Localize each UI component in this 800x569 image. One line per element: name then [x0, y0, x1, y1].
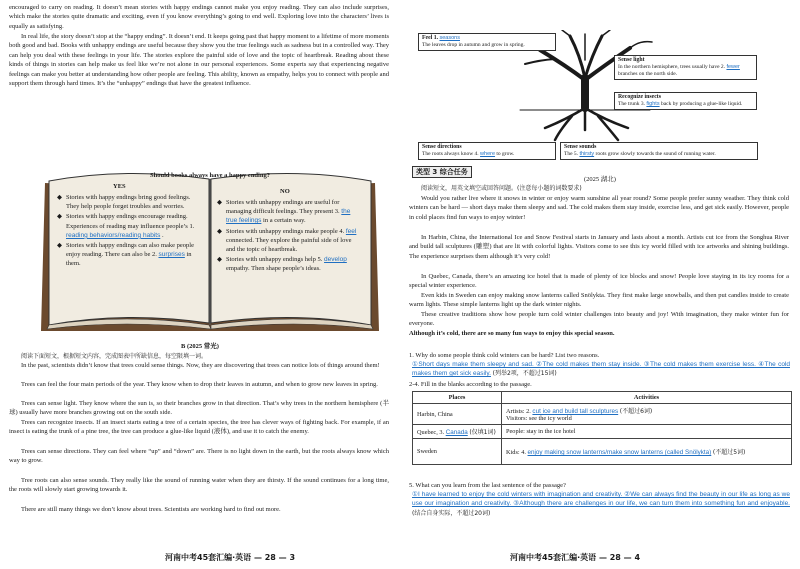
insects-title: Recognize insects	[618, 94, 661, 100]
answer-1: seasons	[439, 35, 460, 41]
item-text-after: empathy. Then shape people’s ideas.	[226, 265, 321, 273]
answer-2: fewer	[726, 64, 740, 70]
box-recognize-insects	[614, 92, 757, 110]
table-row	[413, 425, 792, 439]
book-item-text	[66, 241, 202, 269]
winter-paragraph: In Harbin, China, the International Ice and Snow Festival starts in January and lasts about a month. Artists cut ice from the Songhua River and build tall sculptures (雕塑) that are lit with colorful lights. Visitors come to see this icy world filled with ice artworks and shining buildings. The experience surprises them although it’s very cold!	[409, 234, 789, 260]
table-row	[413, 404, 792, 425]
bullet-icon: ◆	[217, 227, 222, 235]
no-heading: NO	[280, 188, 290, 195]
section-b-title: B (2025 常光)	[181, 343, 219, 350]
winter-paragraph: In Quebec, Canada, there’s an amazing ice hotel that is made of plenty of ice blocks and snow! People love staying in its icy rooms for a special winter experience.	[409, 273, 789, 290]
table-cell	[413, 425, 502, 439]
book-item-text	[226, 198, 362, 226]
light-text2: branches on the north side.	[618, 71, 678, 77]
table-cell: Sweden	[413, 439, 502, 465]
item-text: Stories with unhappy endings are useful for managing difficult feelings. They present 3.	[226, 199, 340, 216]
question-1: 1. Why do some people think cold winters can be hard? List two reasons.	[409, 352, 600, 359]
winter-paragraph: These creative traditions show how people turn cold winter challenges into beauty and joy! With imagination, they make winter fun for everyone.	[409, 311, 789, 328]
trees-paragraph: Trees can recognize insects. If an insect starts eating a tree of a certain species, the tree has clever ways of fighting back. For example, if an insect is eating the trunk of a pine tree, the tree can produce a glue-like liquid (液体), and use it to catch the enemy.	[9, 419, 389, 436]
book-answer: the true feelings	[226, 208, 351, 225]
table-cell: People: stay in the ice hotel	[502, 425, 792, 439]
sounds-text1: The 5.	[564, 151, 579, 157]
book-answer: reading behaviors/reading habits	[66, 231, 161, 239]
q1-note: (列举2项，不超过15词)	[492, 370, 557, 378]
q1-answer-text: ①Short days make them sleepy and sad. ②The cold makes them stay inside. ③The cold makes them exercise less. ④The cold makes them get sick easily.	[412, 361, 790, 378]
book-list-item	[217, 255, 362, 273]
book-item-text	[66, 212, 202, 240]
box-sense-sounds	[560, 142, 758, 160]
winter-bold-sentence: Although it’s cold, there are so many fun ways to enjoy this special season.	[409, 330, 615, 337]
trees-paragraph: Trees can sense directions. They can feel where “up” and “down” are. There is no light down in the earth, but the roots always know which way to grow.	[9, 448, 389, 465]
q5-answer-text: ①I have learned to enjoy the cold winters with imagination and creativity. ②We can always find the beauty in our life as long as we use our imagination and creativity. ③Although there are challenges in our life, we can turn them into something fun and enjoyable.	[412, 491, 790, 508]
bullet-icon: ◆	[57, 194, 62, 201]
question-5: 5. What can you learn from the last sentence of the passage?	[409, 482, 566, 489]
book-answer: surprises	[158, 251, 185, 259]
section-b-instruction: 阅读下面短文，根据短文内容，完成图表中所缺信息，每空限填一词。	[21, 353, 208, 360]
directions-text1: The roots always know 4.	[422, 151, 479, 157]
feel-text: The leaves drop in autumn and grow in spring.	[422, 42, 525, 48]
table-text: Kids: 4.	[506, 449, 526, 456]
item-text: Stories with unhappy endings help 5.	[226, 256, 323, 264]
table-text: Artists: 2.	[506, 408, 531, 415]
trees-paragraph: In the past, scientists didn’t know that trees could sense things. Now, they are discovering that trees can notice lots of things around them!	[21, 362, 380, 369]
yes-list	[57, 193, 202, 270]
insects-text1: The trunk 3.	[618, 101, 646, 107]
table-cell: Harbin, China	[413, 404, 502, 425]
page-footer-left: 河南中考45套汇编·英语 — 28 — 3	[165, 553, 296, 562]
trees-paragraph: Tree roots can also sense sounds. They really like the sound of running water when they are thirsty. If the sound continues for a long time, the roots will slowly start growing towards it.	[9, 477, 389, 494]
book-list-item	[57, 241, 202, 269]
box-feel-seasons	[418, 33, 556, 51]
bullet-icon: ◆	[217, 256, 222, 264]
book-item-text	[226, 255, 362, 273]
book-list-item	[57, 193, 202, 211]
answer-4: where	[480, 151, 496, 157]
paragraph-1: encouraged to carry on reading. It doesn’t mean stories with happy endings cannot make you enjoy reading. They can also include surprises, which make the stories quite dramatic and exciting, even if you know everything’s going to end well. Exploring love into the characters’ lives is equally as satisfying.	[9, 4, 389, 30]
question-1-answer	[412, 360, 790, 379]
item-text: Stories with happy endings bring good feelings. They help people forget troubles and worries.	[66, 194, 191, 211]
table-row	[413, 439, 792, 465]
answer-table-4: enjoy making snow lanterns/make snow lanterns (called Snölykta)	[527, 449, 712, 456]
q5-note: (结合自身实际，不超过20词)	[412, 509, 491, 517]
item-text: Stories with happy endings encourage reading. Experiences of reading may influence people’s 1.	[66, 213, 195, 230]
trees-paragraph: Trees can feel the four main periods of the year. They know when to drop their leaves in autumn, and when to grow new leaves in spring.	[21, 381, 378, 388]
table-note: (不超过5词)	[712, 449, 746, 456]
answer-3: fights	[646, 101, 660, 107]
item-text-after: in a certain way.	[263, 217, 306, 225]
type-label: 类型 3 综合任务	[412, 166, 472, 178]
yes-heading: YES	[113, 183, 126, 190]
light-title: Sense light	[618, 57, 645, 63]
directions-text2: to grow.	[496, 151, 515, 157]
right-page	[400, 0, 800, 569]
page-footer-right: 河南中考45套汇编·英语 — 28 — 4	[510, 553, 641, 562]
item-text-after: .	[161, 231, 164, 239]
table-cell	[502, 404, 792, 425]
table-note: (不超过6词)	[619, 408, 653, 415]
table-text: Quebec, 3.	[417, 429, 445, 436]
book-list-item	[217, 198, 362, 226]
book-list-item	[57, 212, 202, 240]
book-question: Should books always have a happy ending?	[150, 172, 270, 179]
book-list-item	[217, 227, 362, 255]
table-note: (仅填1词)	[469, 429, 496, 436]
bullet-icon: ◆	[217, 199, 222, 206]
item-text-after: connected. They explore the painful side of love and the topic of heartbreak.	[226, 236, 352, 254]
table-text: Visitors: see the icy world	[506, 415, 572, 422]
question-5-answer	[412, 490, 790, 518]
winter-paragraph: Even kids in Sweden can enjoy making snow lanterns called Snölykta. They first make large snowballs, and then put candles inside to create warm lights. These simple lanterns light up the dark winter nights.	[409, 292, 789, 309]
book-item-text	[226, 227, 362, 255]
paragraph-2: In real life, the story doesn’t stop at the “happy ending”. It doesn’t end. It keeps going past that happy moment to a lifetime of more moments both good and bad. Books with unhappy endings are useful because they show you the true feelings such as sadness but in a controlled way. They can help you deal with these feelings in your life. The stories explore the painful side of love and the topic of heartbreak. Reading about these kinds of things in stories can help make us feel like we’re not alone in our personal experiences. Some experts say that experiencing negative feelings can make you better at understanding how other people are feeling. This ability, known as empathy, helps you to connect with people and support them through hard times. It’s the “unhappy” endings that have the greatest influence.	[9, 33, 389, 88]
answer-table-2: cut ice and build tall sculptures	[532, 408, 619, 415]
table-cell	[502, 439, 792, 465]
feel-title: Feel 1.	[422, 35, 439, 41]
winter-paragraph: Would you rather live where it snows in winter or enjoy warm sunshine all year round? Some people prefer sunny weather. They think cold winters can be hard — short days make them sleepy and sad. The cold makes them stay inside, exercise less, and get sick easily. However, people in cold places find fun ways to enjoy winter!	[409, 195, 789, 221]
book-answer: feel	[345, 227, 357, 235]
directions-title: Sense directions	[422, 144, 462, 150]
light-text1: In the northern hemisphere, trees usually have 2.	[618, 64, 726, 70]
bullet-icon: ◆	[57, 213, 62, 221]
no-list	[217, 198, 362, 275]
table-header-activities: Activities	[502, 392, 792, 404]
book-answer: develop	[324, 256, 347, 264]
insects-text2: back by producing a glue-like liquid.	[660, 101, 743, 107]
answer-table-3: Canada	[445, 429, 468, 436]
box-sense-light	[614, 55, 757, 80]
source-label: (2025 湖北)	[584, 176, 616, 183]
book-illustration	[35, 163, 385, 338]
item-text: Stories with happy endings can also make people enjoy reading. There can also be 2.	[66, 242, 194, 259]
question-2-4: 2-4. Fill in the blanks according to the passage.	[409, 381, 532, 388]
answer-5: thirsty	[579, 151, 595, 157]
sounds-text2: roots grow slowly towards the sound of running water.	[595, 151, 716, 157]
table-header-places: Places	[413, 392, 502, 404]
bullet-icon: ◆	[57, 242, 62, 250]
item-text: Stories with unhappy endings make people 4.	[226, 227, 345, 235]
activities-table	[412, 391, 792, 465]
right-instruction: 阅读短文，用英文填空或回答问题。(注意每小题的词数要求)	[421, 185, 582, 192]
box-sense-directions	[418, 142, 556, 160]
item-text-after: in them.	[66, 251, 192, 268]
trees-paragraph: There are still many things we don’t know about trees. Scientists are working hard to find out more.	[21, 506, 281, 513]
book-item-text	[66, 193, 202, 211]
trees-paragraph: Trees can sense light. They know where the sun is, so their branches grow in that direction. That’s why trees in the northern hemisphere (半球) usually have more branches growing out on the south side.	[9, 400, 389, 417]
sounds-title: Sense sounds	[564, 144, 597, 150]
